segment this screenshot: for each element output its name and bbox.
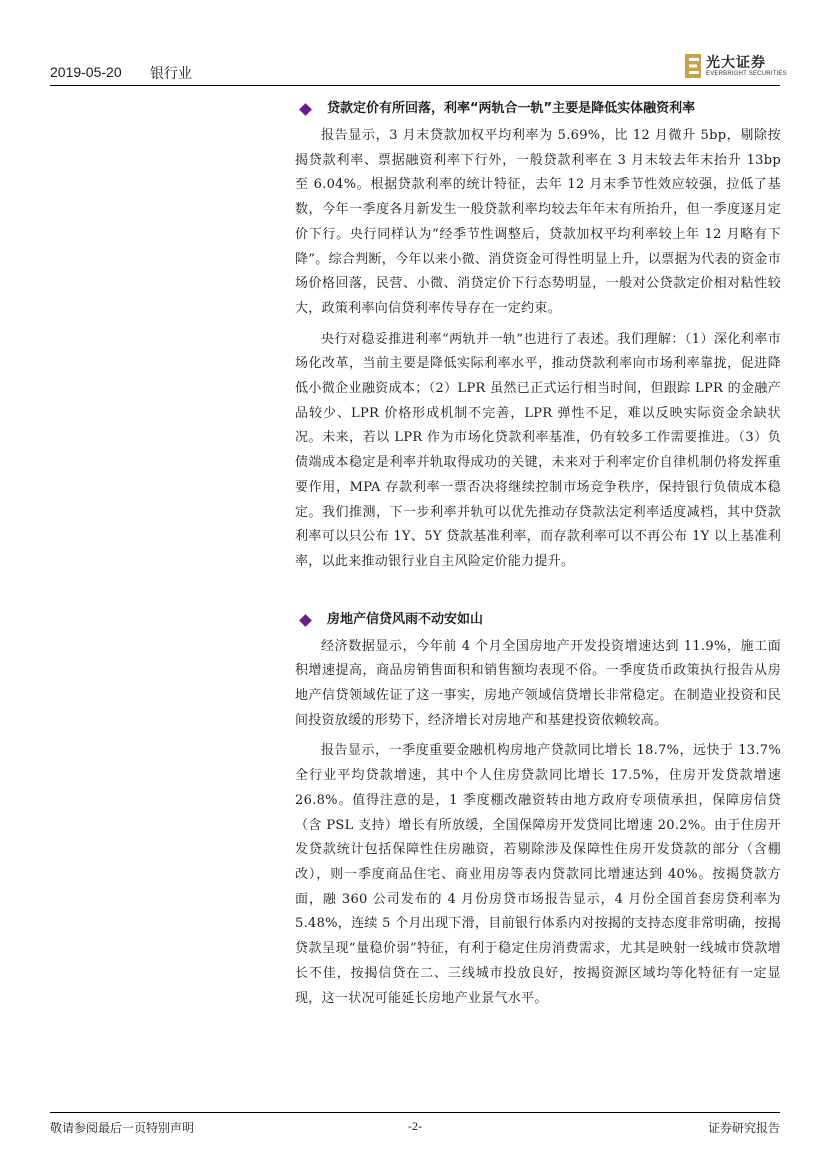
page-header	[50, 55, 787, 86]
diamond-bullet-icon	[299, 103, 312, 116]
page-number: -2-	[408, 1119, 422, 1133]
body-paragraph: 经济数据显示，今年前 4 个月全国房地产开发投资增速达到 11.9%，施工面积增速提高，商品房销售面积和销售额均表现不俗。一季度货币政策执行报告从房地产信贷领域佐证了这一事实，房地产领域信贷增长非常稳定。在制造业投资和民间投资放缓的形势下，经济增长对房地产和基建投资依赖较高。	[295, 638, 781, 728]
header-divider	[50, 85, 780, 86]
page-footer	[50, 1119, 780, 1137]
body-paragraph: 央行对稳妥推进利率“两轨并一轨”也进行了表述。我们理解：（1）深化利率市场化改革，当前主要是降低实际利率水平，推动贷款利率向市场利率靠拢，促进降低小微企业融资成本；（2）LPR 虽然已正式运行相当时间，但跟踪 LPR 的金融产品较少、LPR 价格形成机制不完善，LPR 弹性不足，难以反映实际资金余缺状况。未来，若以 LPR 作为市场化贷款利率基准，仍有较多工作需要推进。（3）负债端成本稳定是利率并轨取得成功的关键，未来对于利率定价自律机制仍将发挥重要作用，MPA 存款利率一票否决将继续控制市场竞争秩序，保持银行负债成本稳定。我们推测，下一步利率并轨可以优先推动存贷款法定利率适度减档，其中贷款利率可以只公布 1Y、5Y 贷款基准利率，而存款利率可以不再公布 1Y 以上基准利率，以此来推动银行业自主风险定价能力提升。	[295, 331, 781, 569]
diamond-bullet-icon	[299, 614, 312, 627]
body-paragraph: 报告显示，一季度重要金融机构房地产贷款同比增长 18.7%，远快于 13.7%全行业平均贷款增速，其中个人住房贷款同比增长 17.5%，住房开发贷款增速 26.8%。值得注意的是，1 季度棚改融资转由地方政府专项债承担，保障房信贷（含 PSL 支持）增长有所放缓，全国保障房开发贷同比增速 20.2%。由于住房开发贷款统计包括保障性住房融资，若剔除涉及保障性住房开发贷款的部分（含棚改），则一季度商品住宅、商业用房等表内贷款同比增速达到 40%。按揭贷款方面，融 360 公司发布的 4 月份房贷市场报告显示，4 月份全国首套房贷利率为 5.48%，连续 5 个月出现下滑，目前银行体系内对按揭的支持态度非常明确，按揭贷款呈现“量稳价弱”特征，有利于稳定住房消费需求，尤其是映射一线城市贷款增长不佳，按揭信贷在二、三线城市投放良好，按揭资源区域均等化特征有一定显现，这一状况可能延长房地产业景气水平。	[295, 743, 781, 1006]
disclaimer-note: 敬请参阅最后一页特别声明	[50, 1121, 195, 1135]
logo-text-cn: 光大证券	[706, 55, 766, 71]
section-heading-text: 房地产信贷风雨不动安如山	[327, 611, 484, 627]
section-heading-text: 贷款定价有所回落，利率“两轨合一轨”主要是降低实体融资利率	[327, 101, 696, 116]
report-date: 2019-05-20	[50, 64, 122, 80]
footer-divider	[50, 1112, 780, 1113]
report-body	[295, 98, 781, 1017]
section-heading	[295, 98, 781, 120]
body-paragraph: 报告显示，3 月末贷款加权平均利率为 5.69%，比 12 月微升 5bp，剔除按揭贷款利率、票据融资利率下行外，一般贷款利率在 3 月末较去年末抬升 13bp 至 6.04%。根据贷款利率的统计特征，去年 12 月末季节性效应较强，拉低了基数，今年一季度各月新发生一般贷款利率均较去年年末有所抬升，但一季度逐月定价下行。央行同样认为“经季节性调整后，贷款加权平均利率较上年 12 月略有下降”。综合判断，今年以来小微、消贷资金可得性明显上升，以票据为代表的资金市场价格回落，民营、小微、消贷定价下行态势明显，一般对公贷款定价相对粘性较大，政策利率向信贷利率传导存在一定约束。	[295, 128, 781, 316]
industry-label: 银行业	[150, 66, 192, 82]
report-type: 证券研究报告	[707, 1121, 780, 1135]
logo-text-en: EVERBRIGHT SECURITIES	[706, 71, 787, 77]
section-heading	[295, 609, 781, 631]
logo-mark-icon	[684, 53, 702, 79]
company-logo	[684, 52, 787, 82]
